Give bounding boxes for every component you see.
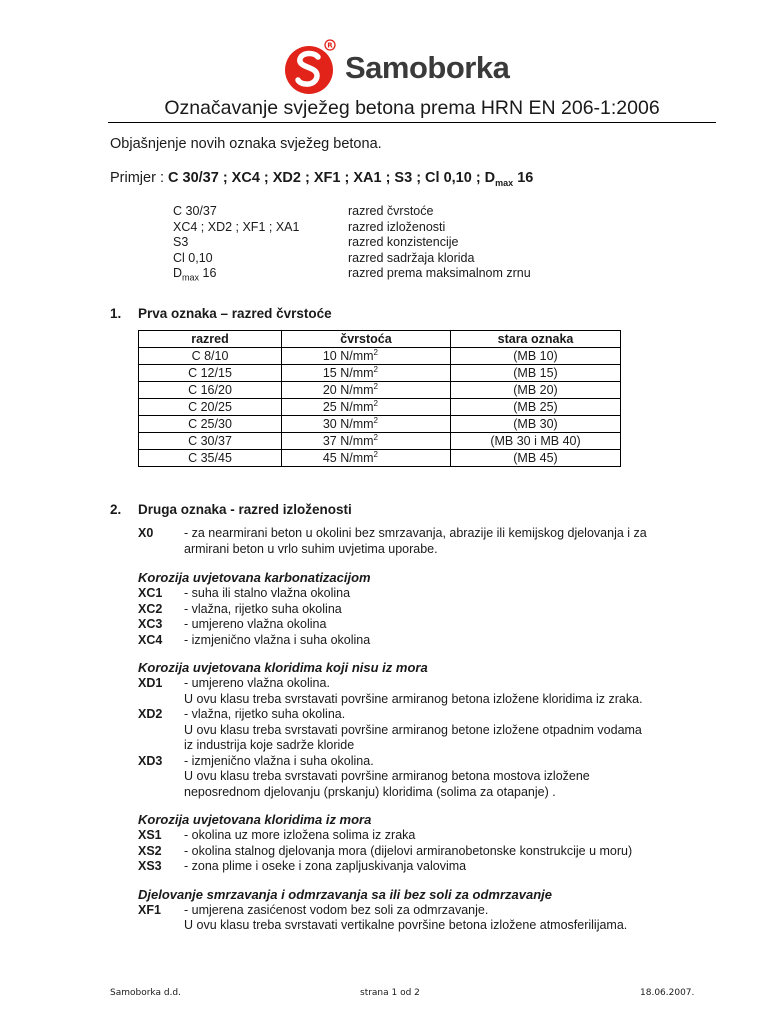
legend-row: C 30/37 razred čvrstoće	[173, 204, 434, 218]
exposure-item	[138, 828, 738, 844]
exposure-code: XF1	[138, 902, 161, 917]
table-body	[139, 348, 621, 467]
exposure-group-heading: Korozija uvjetovana karbonatizacijom	[138, 570, 371, 585]
cell-stara-oznaka: (MB 10)	[451, 348, 621, 365]
table-header-row	[139, 331, 621, 348]
footer-page-number: strana 1 od 2	[360, 988, 420, 998]
cell-stara-oznaka: (MB 25)	[451, 399, 621, 416]
exposure-item	[138, 754, 738, 801]
exposure-code: XD2	[138, 707, 163, 721]
exposure-group-heading: Djelovanje smrzavanja i odmrzavanja sa ili bez soli za odmrzavanje	[138, 886, 553, 902]
footer-date: 18.06.2007.	[640, 988, 695, 998]
exposure-code: XS1	[138, 828, 162, 842]
cell-stara-oznaka: (MB 30 i MB 40)	[451, 433, 621, 450]
exposure-item	[138, 903, 738, 934]
exposure-item	[138, 586, 738, 602]
page-title: Označavanje svježeg betona prema HRN EN 206-1:2006	[164, 97, 660, 119]
cell-cvrstoca: 37 $N/mm^2$	[282, 433, 451, 450]
cell-razred: C 12/15	[139, 365, 282, 382]
exposure-description: - izmjenično vlažna i suha okolina	[184, 632, 371, 647]
cell-razred: C 30/37	[139, 433, 282, 450]
cell-cvrstoca: 25 $N/mm^2$	[282, 399, 451, 416]
exposure-item	[138, 859, 738, 875]
cell-razred: C 20/25	[139, 399, 282, 416]
exposure-groups	[138, 570, 738, 946]
exposure-description: - okolina uz more izložena solima iz zraka	[184, 828, 416, 842]
cell-cvrstoca: 15 $N/mm^2$	[282, 365, 451, 382]
exposure-group-heading: Korozija uvjetovana kloridima iz mora	[138, 812, 372, 827]
example-code-sub: max	[495, 177, 514, 188]
table-row	[139, 382, 621, 399]
legend-row: $D_{max}$ 16 razred prema maksimalnom zrnu	[173, 266, 531, 283]
exposure-item	[138, 707, 738, 754]
cell-cvrstoca: 45 $N/mm^2$	[282, 450, 451, 467]
exposure-code: XS2	[138, 843, 162, 858]
exposure-group	[138, 812, 738, 875]
exposure-item	[138, 602, 738, 618]
table-row	[139, 416, 621, 433]
col-header-stara-oznaka: stara oznaka	[451, 331, 621, 348]
cell-razred: C 25/30	[139, 416, 282, 433]
exposure-description: - zona plime i oseke i zona zapljuskivanja valovima	[184, 859, 467, 873]
cell-stara-oznaka: (MB 45)	[451, 450, 621, 467]
cell-stara-oznaka: (MB 30)	[451, 416, 621, 433]
logo	[285, 38, 509, 98]
exposure-description: - umjerena zasićenost vodom bez soli za odmrzavanje. U ovu klasu treba svrstavati vertikalne površine betona izložene atmosferilijama.	[184, 902, 628, 932]
legend-row: S3 razred konzistencije	[173, 235, 459, 249]
cell-stara-oznaka: (MB 15)	[451, 365, 621, 382]
exposure-code: XD1	[138, 676, 163, 690]
intro-text: Objašnjenje novih oznaka svježeg betona.	[110, 136, 382, 152]
cell-razred: C 8/10	[139, 348, 282, 365]
cell-razred: C 16/20	[139, 382, 282, 399]
exposure-description: - umjereno vlažna okolina	[184, 617, 327, 631]
exposure-group	[138, 660, 738, 800]
svg-text:R: R	[327, 41, 333, 50]
exposure-group	[138, 887, 738, 934]
example-label: Primjer :	[110, 170, 168, 186]
exposure-description: - izmjenično vlažna i suha okolina. U ovu klasu treba svrstavati površine armiranog betona mostova izložene neposrednom djelovanju (prskanju) kloridima (solima za otapanje) .	[184, 753, 590, 799]
col-header-razred: razred	[139, 331, 282, 348]
exposure-code: XC4	[138, 632, 163, 647]
footer-company: Samoborka d.d.	[110, 988, 181, 998]
cell-razred: C 35/45	[139, 450, 282, 467]
exposure-item	[138, 633, 738, 649]
cell-cvrstoca: 10 $N/mm^2$	[282, 348, 451, 365]
brand-name: Samoborka	[345, 50, 510, 85]
table-row	[139, 365, 621, 382]
exposure-code: XC3	[138, 617, 163, 631]
exposure-code: XD3	[138, 753, 163, 768]
exposure-group	[138, 570, 738, 648]
example-code-end: 16	[513, 170, 534, 186]
cell-cvrstoca: 20 $N/mm^2$	[282, 382, 451, 399]
exposure-description: - umjereno vlažna okolina. U ovu klasu treba svrstavati površine armiranog betona izložene kloridima iz zraka.	[184, 676, 643, 706]
exposure-group-heading: Korozija uvjetovana kloridima koji nisu iz mora	[138, 660, 428, 675]
strength-class-table	[138, 330, 621, 467]
exposure-item	[138, 617, 738, 633]
legend-row: Cl 0,10 razred sadržaja klorida	[173, 250, 475, 265]
table-row	[139, 450, 621, 467]
exposure-description: - suha ili stalno vlažna okolina	[184, 586, 351, 600]
section-2-heading: 2. Druga oznaka - razred izloženosti	[110, 502, 352, 517]
example-line	[110, 170, 533, 188]
title-divider	[108, 122, 716, 123]
section-1-heading: 1. Prva oznaka – razred čvrstoće	[110, 306, 332, 321]
cell-stara-oznaka: (MB 20)	[451, 382, 621, 399]
example-code: C 30/37 ; XC4 ; XD2 ; XF1 ; XA1 ; S3 ; Cl 0,10 ; D	[168, 170, 496, 186]
exposure-item	[138, 676, 738, 707]
table-row	[139, 348, 621, 365]
table-row	[139, 433, 621, 450]
samoborka-logo-icon	[285, 38, 337, 98]
exposure-code: XS3	[138, 859, 162, 873]
table-row	[139, 399, 621, 416]
exposure-item	[138, 844, 738, 860]
legend-row: XC4 ; XD2 ; XF1 ; XA1 razred izloženosti	[173, 219, 446, 234]
exposure-description: - vlažna, rijetko suha okolina	[184, 601, 342, 616]
exposure-item: X0 - za nearmirani beton u okolini bez smrzavanja, abrazije ili kemijskog djelovanja i za armirani beton u vrlo suhim uvjetima uporabe.	[138, 526, 647, 556]
exposure-code: XC1	[138, 586, 163, 600]
exposure-description: - vlažna, rijetko suha okolina. U ovu klasu treba svrstavati površine armiranog betone izložene otpadnim vodama iz industrija koje sadrže kloride	[184, 707, 642, 752]
cell-cvrstoca: 30 $N/mm^2$	[282, 416, 451, 433]
legend-list	[173, 204, 531, 286]
exposure-code: XC2	[138, 601, 163, 616]
exposure-x0	[138, 526, 738, 557]
col-header-cvrstoca: čvrstoća	[282, 331, 451, 348]
exposure-description: - okolina stalnog djelovanja mora (dijelovi armiranobetonske konstrukcije u moru)	[184, 843, 633, 858]
